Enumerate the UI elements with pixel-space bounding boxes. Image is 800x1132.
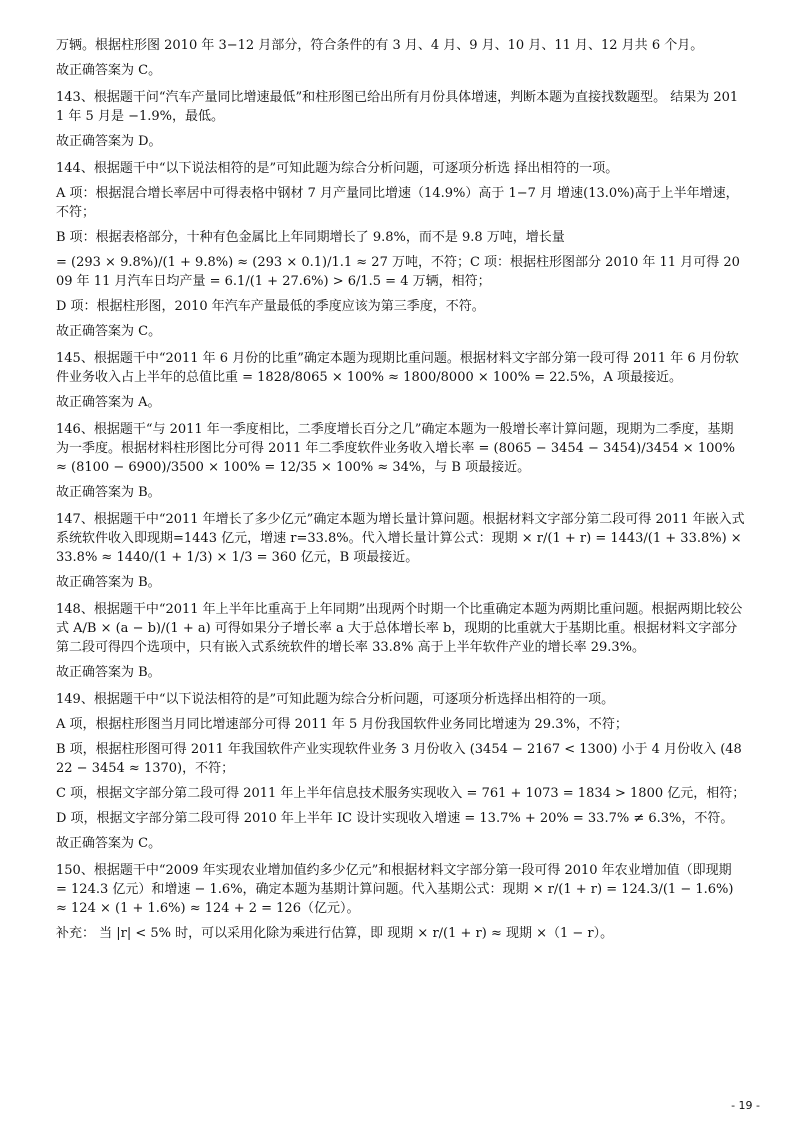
question-150: 150、根据题干中“2009 年实现农业增加值约多少亿元”和根据材料文字部分第一段可得 2010 年农业增加值（即现期 = 124.3 亿元）和增速 − 1.6%，确定本题为基期计算问题。代入基期公式：现期 × r/(1 + r) = 124.3/(1 − 1.6%) ≈ 124 × (1 + 1.6%) ≈ 124 + 2 = 126（亿元）。 xyxy=(56,863,734,916)
question-144: 144、根据题干中“以下说法相符的是”可知此题为综合分析问题，可逐项分析选 择出相符的一项。 xyxy=(56,161,619,176)
question-148: 148、根据题干中“2011 年上半年比重高于上年同期”出现两个时期一个比重确定本题为两期比重问题。根据两期比较公式 A/B × (a − b)/(1 + a) 可得如果分子增长率 a 大于总体增长率 b，现期的比重就大于基期比重。根据材料文字部分第二段可得四个选项中，只有嵌入式系统软件的增长率 33.8% 高于上半年软件产业的增长率 29.3%。 xyxy=(56,602,743,655)
question-149: 149、根据题干中“以下说法相符的是”可知此题为综合分析问题，可逐项分析选择出相符的一项。 xyxy=(56,692,615,707)
question-145: 145、根据题干中“2011 年 6 月份的比重”确定本题为现期比重问题。根据材料文字部分第一段可得 2011 年 6 月份软件业务收入占上半年的总值比重 = 1828/8065 × 100% ≈ 1800/8000 × 100% = 22.5%，A 项最接近。 xyxy=(56,351,739,385)
question-149-option-a: A 项，根据柱形图当月同比增速部分可得 2011 年 5 月份我国软件业务同比增速为 29.3%，不符； xyxy=(56,717,628,732)
question-149-option-d: D 项，根据文字部分第二段可得 2010 年上半年 IC 设计实现收入增速 = 13.7% + 20% = 33.7% ≠ 6.3%，不符。 xyxy=(56,811,734,826)
answer-147: 故正确答案为 B。 xyxy=(56,575,161,590)
question-143: 143、根据题干问“汽车产量同比增速最低”和柱形图已给出所有月份具体增速，判断本题为直接找数题型。 结果为 2011 年 5 月是 −1.9%，最低。 xyxy=(56,90,739,124)
answer-149: 故正确答案为 C。 xyxy=(56,836,162,851)
question-147: 147、根据题干中“2011 年增长了多少亿元”确定本题为增长量计算问题。根据材料文字部分第二段可得 2011 年嵌入式系统软件收入即现期=1443 亿元，增速 r=33.8%。代入增长量计算公式：现期 × r/(1 + r) = 1443/(1 + 33.8%) × 33.8% ≈ 1440/(1 + 1/3) × 1/3 = 360 亿元，B 项最接近。 xyxy=(56,512,745,565)
answer-146: 故正确答案为 B。 xyxy=(56,485,161,500)
answer-line: 故正确答案为 C。 xyxy=(56,63,162,78)
answer-144: 故正确答案为 C。 xyxy=(56,324,162,339)
question-146: 146、根据题干“与 2011 年一季度相比，二季度增长百分之几”确定本题为一般增长率计算问题，现期为二季度，基期为一季度。根据材料柱形图比分可得 2011 年二季度软件业务收入增长率 = (8065 − 3454 − 3454)/3454 × 100% ≈ (8100 − 6900)/3500 × 100% = 12/35 × 100% ≈ 34%，与 B 项最接近。 xyxy=(56,422,736,475)
question-144-option-b: B 项：根据表格部分，十种有色金属比上年同期增长了 9.8%，而不是 9.8 万吨，增长量 xyxy=(56,230,565,245)
page-number: - 19 - xyxy=(731,1099,760,1112)
answer-145: 故正确答案为 A。 xyxy=(56,395,161,410)
text-line-continuation: 万辆。根据柱形图 2010 年 3−12 月部分，符合条件的有 3 月、4 月、9 月、10 月、11 月、12 月共 6 个月。 xyxy=(56,38,704,53)
question-144-option-d: D 项：根据柱形图，2010 年汽车产量最低的季度应该为第三季度，不符。 xyxy=(56,299,485,314)
question-149-option-b: B 项，根据柱形图可得 2011 年我国软件产业实现软件业务 3 月份收入 (3454 − 2167 < 1300) 小于 4 月份收入 (4822 − 3454 ≈ 1370)，不符； xyxy=(56,742,742,776)
question-144-option-a: A 项：根据混合增长率居中可得表格中钢材 7 月产量同比增速（14.9%）高于 1−7 月 增速(13.0%)高于上半年增速，不符； xyxy=(56,186,739,220)
answer-148: 故正确答案为 B。 xyxy=(56,665,161,680)
supplement-note: 补充： 当 |r| < 5% 时，可以采用化除为乘进行估算，即 现期 × r/(1 + r) ≈ 现期 ×（1 − r）。 xyxy=(56,926,614,941)
document-body xyxy=(56,36,746,949)
answer-143: 故正确答案为 D。 xyxy=(56,134,162,149)
question-144-option-b-formula: = (293 × 9.8%)/(1 + 9.8%) ≈ (293 × 0.1)/1.1 ≈ 27 万吨，不符；C 项：根据柱形图部分 2010 年 11 月可得 2009 年 11 月汽车日均产量 = 6.1/(1 + 27.6%) > 6/1.5 = 4 万辆，相符； xyxy=(56,255,740,289)
question-149-option-c: C 项，根据文字部分第二段可得 2011 年上半年信息技术服务实现收入 = 761 + 1073 = 1834 > 1800 亿元，相符； xyxy=(56,786,746,801)
